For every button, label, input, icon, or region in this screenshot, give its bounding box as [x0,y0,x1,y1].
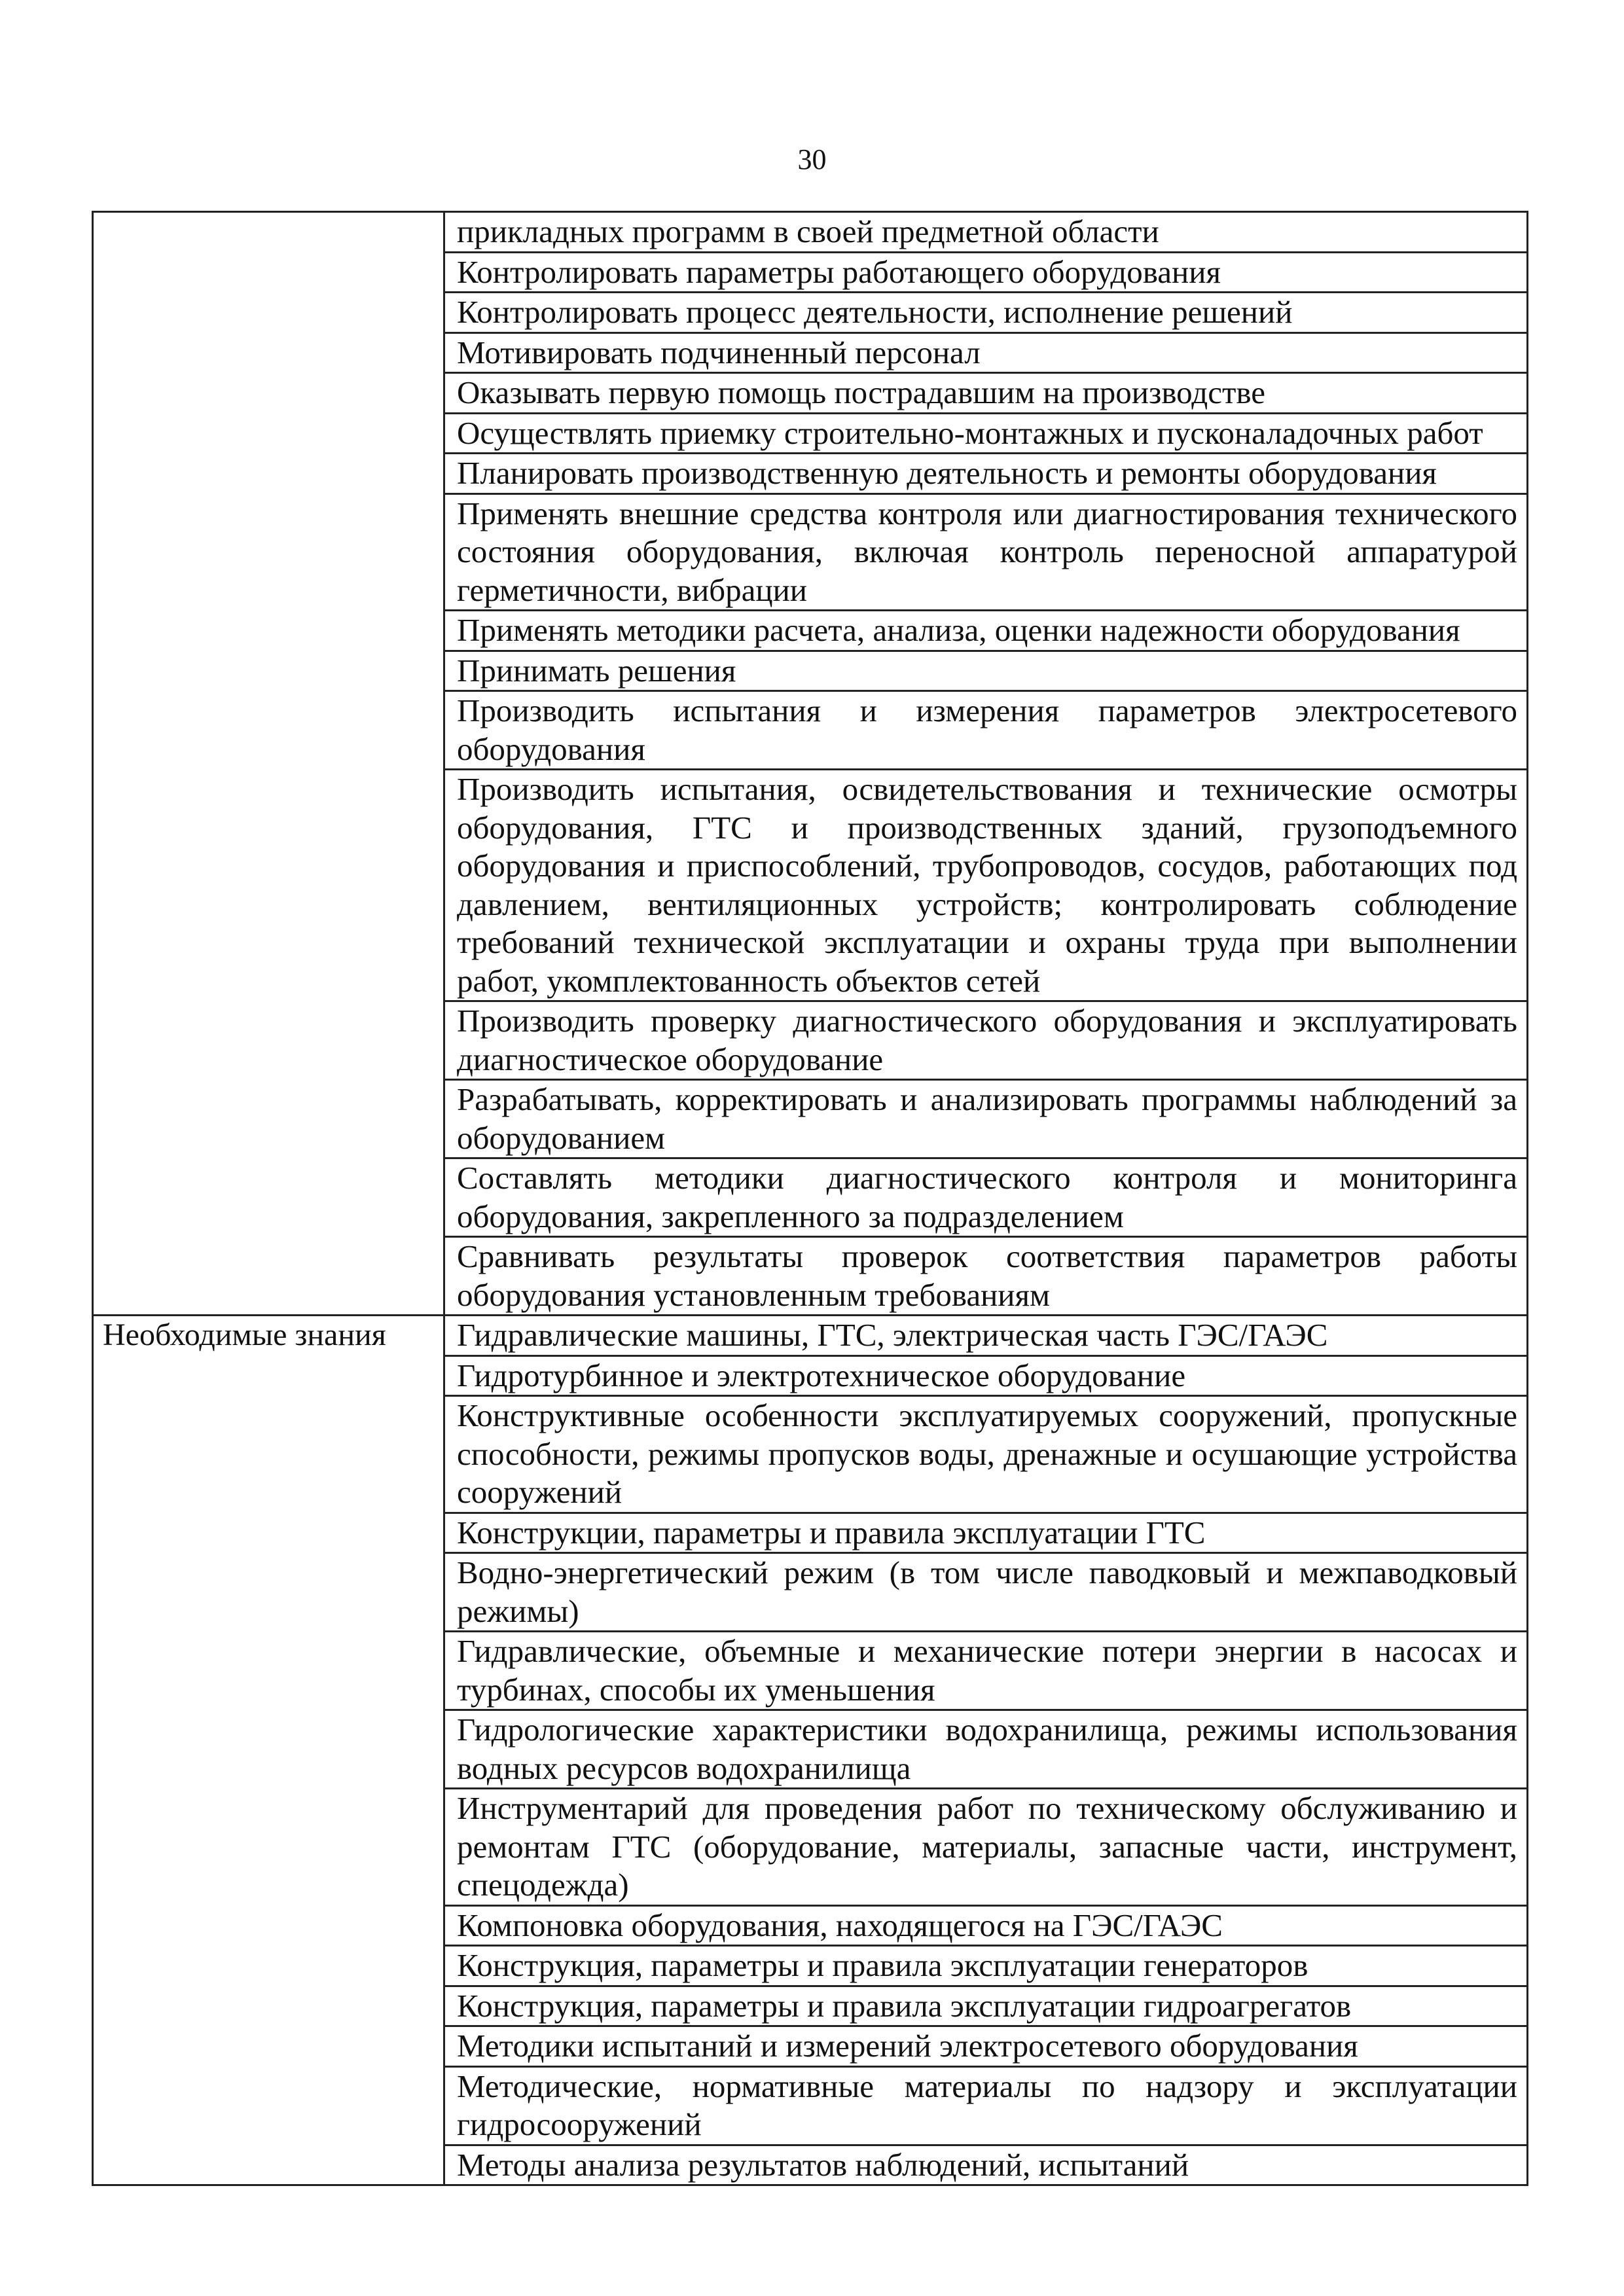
knowledge-item: Методические, нормативные материалы по надзору и эксплуатации гидросооружений [444,2066,1528,2145]
skill-item: Планировать производственную деятельность и ремонты оборудования [444,454,1528,494]
table-row [93,212,1528,253]
skill-item: Принимать решения [444,651,1528,691]
section-label-skills [93,212,444,1316]
skill-item: Применять методики расчета, анализа, оценки надежности оборудования [444,611,1528,651]
knowledge-item: Гидравлические машины, ГТС, электрическая часть ГЭС/ГАЭС [444,1316,1528,1356]
skill-item: Оказывать первую помощь пострадавшим на производстве [444,373,1528,414]
skill-item: Производить проверку диагностического оборудования и эксплуатировать диагностическое оборудование [444,1001,1528,1080]
skill-item: Производить испытания и измерения параметров электросетевого оборудования [444,691,1528,770]
skill-item: прикладных программ в своей предметной области [444,212,1528,253]
knowledge-item: Методики испытаний и измерений электросетевого оборудования [444,2026,1528,2067]
skill-item: Мотивировать подчиненный персонал [444,332,1528,373]
skill-item: Применять внешние средства контроля или диагностирования технического состояния оборудования, включая контроль переносной аппаратурой герметичности, вибрации [444,493,1528,611]
knowledge-item: Конструкция, параметры и правила эксплуатации генераторов [444,1946,1528,1986]
knowledge-item: Конструкция, параметры и правила эксплуатации гидроагрегатов [444,1986,1528,2026]
table-row [93,1316,1528,1356]
requirements-table [92,211,1528,2186]
section-label-knowledge: Необходимые знания [93,1316,444,2185]
knowledge-item: Гидротурбинное и электротехническое оборудование [444,1355,1528,1396]
knowledge-item: Конструкции, параметры и правила эксплуатации ГТС [444,1513,1528,1553]
knowledge-item: Конструктивные особенности эксплуатируемых сооружений, пропускные способности, режимы пропусков воды, дренажные и осушающие устройства сооружений [444,1396,1528,1513]
knowledge-item: Компоновка оборудования, находящегося на ГЭС/ГАЭС [444,1905,1528,1946]
skill-item: Производить испытания, освидетельствования и технические осмотры оборудования, ГТС и производственных зданий, грузоподъемного оборудования и приспособлений, трубопроводов, сосудов, работающих под давлением, вентиляционных устройств; контролировать соблюдение требований технической эксплуатации и охраны труда при выполнении работ, укомплектованность объектов сетей [444,770,1528,1001]
page-number: 30 [797,143,827,175]
knowledge-item: Инструментарий для проведения работ по техническому обслуживанию и ремонтам ГТС (оборудование, материалы, запасные части, инструмент, спецодежда) [444,1789,1528,1906]
skill-item: Осуществлять приемку строительно-монтажных и пусконаладочных работ [444,413,1528,454]
knowledge-item: Методы анализа результатов наблюдений, испытаний [444,2145,1528,2185]
skill-item: Контролировать параметры работающего оборудования [444,252,1528,293]
skill-item: Контролировать процесс деятельности, исполнение решений [444,293,1528,333]
skill-item: Разрабатывать, корректировать и анализировать программы наблюдений за оборудованием [444,1080,1528,1158]
knowledge-item: Гидравлические, объемные и механические потери энергии в насосах и турбинах, способы их уменьшения [444,1632,1528,1710]
skill-item: Сравнивать результаты проверок соответствия параметров работы оборудования установленным требованиям [444,1237,1528,1316]
knowledge-item: Водно-энергетический режим (в том числе паводковый и межпаводковый режимы) [444,1553,1528,1632]
knowledge-item: Гидрологические характеристики водохранилища, режимы использования водных ресурсов водохранилища [444,1710,1528,1789]
skill-item: Составлять методики диагностического контроля и мониторинга оборудования, закрепленного за подразделением [444,1158,1528,1237]
